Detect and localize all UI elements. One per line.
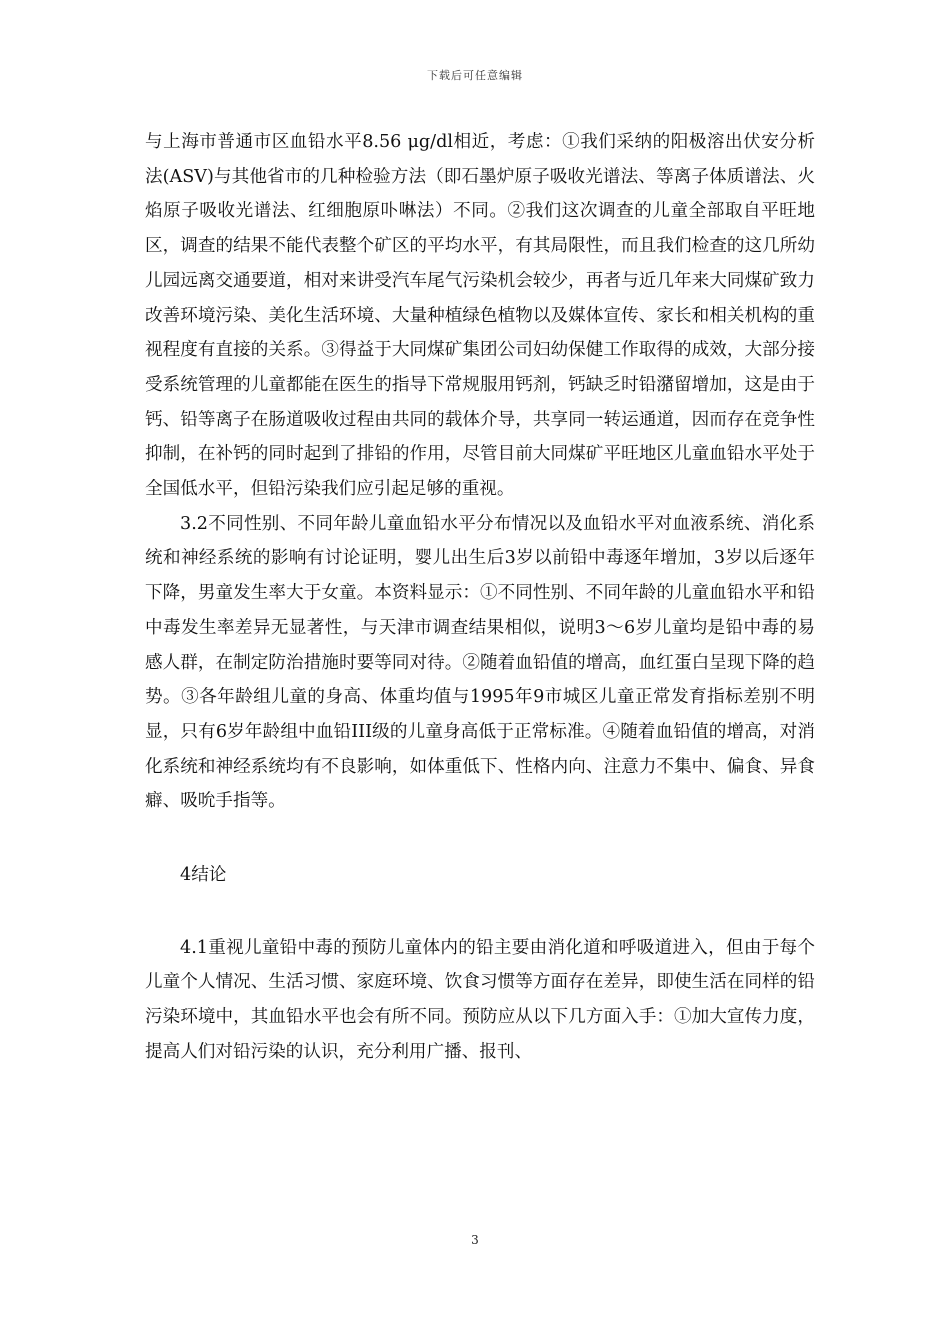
page-header: 下载后可任意编辑	[427, 69, 523, 82]
paragraph-section-3-2: 3.2不同性别、不同年龄儿童血铅水平分布情况以及血铅水平对血液系统、消化系统和神经系统的影响有讨论证明，婴儿出生后3岁以前铅中毒逐年增加，3岁以后逐年下降，男童发生率大于女童。本资料显示：①不同性别、不同年龄的儿童血铅水平和铅中毒发生率差异无显著性，与天津市调查结果相似，说明3～6岁儿童均是铅中毒的易感人群，在制定防治措施时要等同对待。②随着血铅值的增高，血红蛋白呈现下降的趋势。③各年龄组儿童的身高、体重均值与1995年9市城区儿童正常发育指标差别不明显，只有6岁年龄组中血铅III级的儿童身高低于正常标准。④随着血铅值的增高，对消化系统和神经系统均有不良影响，如体重低下、性格内向、注意力不集中、偏食、异食癖、吸吮手指等。	[145, 513, 815, 812]
page-number: 3	[471, 1233, 479, 1247]
paragraph-discussion-continued: 与上海市普通市区血铅水平8.56 μg/dl相近，考虑：①我们采纳的阳极溶出伏安分析法(ASV)与其他省市的几种检验方法（即石墨炉原子吸收光谱法、等离子体质谱法、火焰原子吸收光谱法、红细胞原卟啉法）不同。②我们这次调查的儿童全部取自平旺地区，调查的结果不能代表整个矿区的平均水平，有其局限性，而且我们检查的这几所幼儿园远离交通要道，相对来讲受汽车尾气污染机会较少，再者与近几年来大同煤矿致力改善环境污染、美化生活环境、大量种植绿色植物以及媒体宣传、家长和相关机构的重视程度有直接的关系。③得益于大同煤矿集团公司妇幼保健工作取得的成效，大部分接受系统管理的儿童都能在医生的指导下常规服用钙剂，钙缺乏时铅潴留增加，这是由于钙、铅等离子在肠道吸收过程由共同的载体介导，共享同一转运通道，因而存在竞争性抑制，在补钙的同时起到了排铅的作用，尽管目前大同煤矿平旺地区儿童血铅水平处于全国低水平，但铅污染我们应引起足够的重视。	[145, 132, 815, 500]
document-body	[145, 125, 815, 1070]
section-heading-conclusion: 4结论	[180, 865, 227, 886]
spacer	[145, 819, 815, 858]
spacer	[145, 893, 815, 931]
paragraph-section-4-1: 4.1重视儿童铅中毒的预防儿童体内的铅主要由消化道和呼吸道进入，但由于每个儿童个人情况、生活习惯、家庭环境、饮食习惯等方面存在差异，即使生活在同样的铅污染环境中，其血铅水平也会有所不同。预防应从以下几方面入手：①加大宣传力度，提高人们对铅污染的认识，充分利用广播、报刊、	[145, 937, 815, 1062]
